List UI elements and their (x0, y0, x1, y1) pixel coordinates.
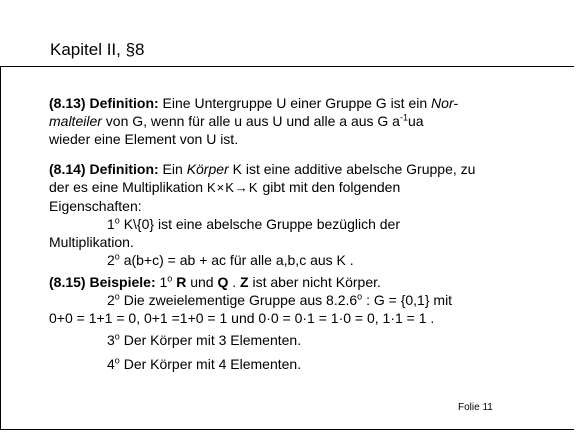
def-8-14-text-5: Eigenschaften: (49, 198, 142, 214)
item1-sup: o (114, 215, 120, 226)
ex-item2-text: Die zweielementige Gruppe aus 8.2.6 (119, 292, 358, 308)
slide-title: Kapitel II, §8 (50, 40, 145, 59)
def-8-13-text-3: ua (407, 113, 424, 129)
ex-item2-sup: o (114, 291, 120, 302)
item1-cont: Multiplikation. (49, 234, 134, 250)
def-8-13-label: (8.13) Definition: (49, 95, 159, 111)
examples-8-15 (49, 273, 549, 327)
item1-text: K\{0} ist eine abelsche Gruppe bezüglich der (119, 216, 400, 232)
ex-item4-text: Der Körper mit 4 Elementen. (119, 356, 302, 372)
ex-item3-text: Der Körper mit 3 Elementen. (119, 332, 302, 348)
ex-Q: Q (217, 274, 229, 290)
ex-item2-sup2: o (357, 291, 363, 302)
item2-num: 2 (107, 252, 115, 268)
ex-text-2: ist aber nicht Körper. (248, 274, 381, 290)
slide-number: Folie 11 (458, 402, 493, 413)
def-8-14-text-4: gibt mit den folgenden (258, 179, 401, 195)
ex-item4-sup: o (114, 355, 120, 366)
ex-item4-num: 4 (107, 356, 115, 372)
def-8-13-italic-1: Nor- (431, 95, 459, 111)
ex-item3-num: 3 (107, 332, 115, 348)
multiplication-operator: K×K→K (206, 180, 259, 195)
definition-8-13 (49, 94, 549, 148)
ex-item3 (49, 331, 549, 349)
ex-item2-text2: : G = {0,1} mit (362, 292, 453, 308)
def-8-14-text-2: K ist eine additive abelsche Gruppe, zu (228, 161, 476, 177)
def-8-13-text-4: wieder eine Element von U ist. (49, 131, 239, 147)
def-8-13-sup: -1 (399, 112, 408, 123)
def-8-14-text-3: der es eine Multiplikation (49, 179, 207, 195)
ex-mid: . (228, 274, 241, 290)
def-8-13-italic-2: malteiler (49, 113, 102, 129)
item2-text: a(b+c) = ab + ac für alle a,b,c aus K . (119, 252, 354, 268)
def-8-14-text-1: Ein (158, 161, 187, 177)
ex-R: R (176, 274, 187, 290)
ex-sup-1: o (167, 273, 173, 284)
ex-item2-num: 2 (107, 292, 115, 308)
definition-8-14 (49, 160, 549, 269)
def-8-14-label: (8.14) Definition: (49, 161, 159, 177)
ex-line-cont: 0+0 = 1+1 = 0, 0+1 =1+0 = 1 und 0·0 = 0·1 = 1·0 = 0, 1·1 = 1 . (49, 310, 435, 326)
def-8-13-text-1: Eine Untergruppe U einer Gruppe G ist ein (158, 95, 432, 111)
ex-text-1: 1 (155, 274, 168, 290)
ex-8-15-label: (8.15) Beispiele: (49, 274, 156, 290)
def-8-14-italic: Körper (186, 161, 229, 177)
ex-item4 (49, 355, 549, 373)
item2-sup: o (114, 251, 120, 262)
ex-Z: Z (240, 274, 249, 290)
ex-und: und (186, 274, 218, 290)
ex-item3-sup: o (114, 331, 120, 342)
item1-num: 1 (107, 216, 115, 232)
def-8-13-text-2: von G, wenn für alle u aus U und alle a aus G a (101, 113, 400, 129)
slide-content (49, 94, 549, 373)
